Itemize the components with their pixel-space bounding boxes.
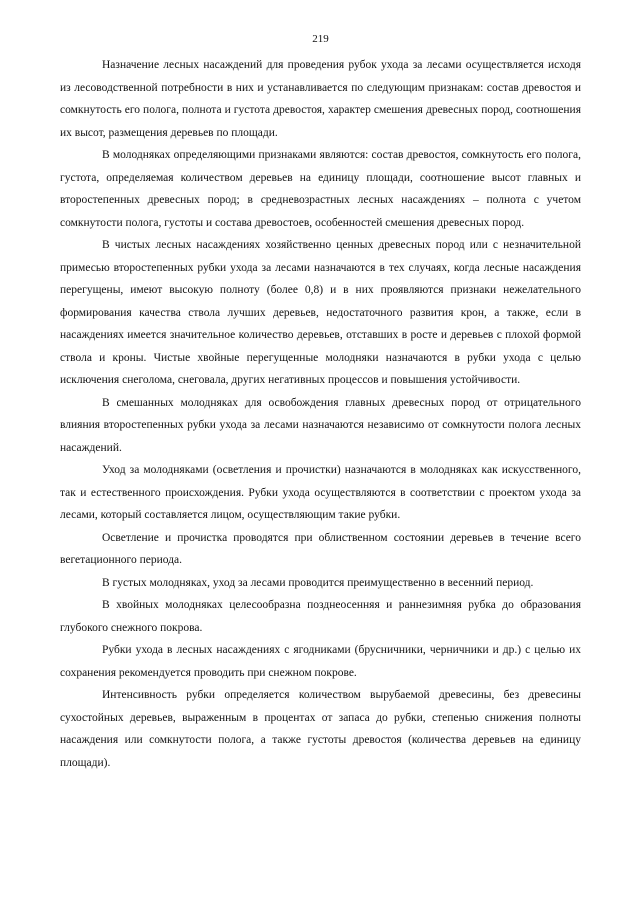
paragraph-mixed-young-stands: В смешанных молодняках для освобождения главных древесных пород от отрицательного влияния второстепенных рубки ухода за лесами назначаются независимо от сомкнутости полога лесных насаждений. (60, 396, 581, 454)
body-text (60, 54, 581, 774)
paragraph-dense-young-stands: В густых молодняках, уход за лесами проводится преимущественно в весенний период. (102, 576, 534, 589)
paragraph-clearing-timing: Осветление и прочистка проводятся при облиственном состоянии деревьев в течение всего вегетационного периода. (60, 531, 581, 566)
paragraph-pure-stands: В чистых лесных насаждениях хозяйственно ценных древесных пород или с незначительной примесью второстепенных рубки ухода за лесами назначаются в тех случаях, когда лесные насаждения перегущены, имеют высокую полноту (более 0,8) и в них проявляются признаки нежелательного формирования качества ствола лучших деревьев, недостаточного развития крон, а также, если в насаждениях имеется значительное количество деревьев, отставших в росте и деревьев с плохой формой ствола и кроны. Чистые хвойные перегущенные молодняки назначаются в рубки ухода с целью исключения снеголома, снеговала, других негативных процессов и повышения устойчивости. (60, 239, 581, 386)
paragraph-berry-stands: Рубки ухода в лесных насаждениях с ягодниками (брусничники, черничники и др.) с целью их сохранения рекомендуется проводить при снежном покрове. (60, 644, 581, 679)
paragraph-purpose-of-assignment: Назначение лесных насаждений для проведения рубок ухода за лесами осуществляется исходя из лесоводственной потребности в них и устанавливается по следующим признакам: состав древостоя и сомкнутость его полога, полнота и густота древостоя, характер смешения древесных пород, соотношения их высот, размещения деревьев по площади. (60, 59, 581, 139)
paragraph-young-stand-care: Уход за молодняками (осветления и прочистки) назначаются в молодняках как искусственного, так и естественного происхождения. Рубки ухода осуществляются в соответствии с проектом ухода за лесами, который составляется лицом, осуществляющим такие рубки. (60, 464, 581, 521)
paragraph-cutting-intensity: Интенсивность рубки определяется количеством вырубаемой древесины, без древесины сухостойных деревьев, выраженным в процентах от запаса до рубки, степенью снижения полноты насаждения или сомкнутости полога, а также густоты древостоя (количества деревьев на единицу площади). (60, 689, 581, 769)
paragraph-young-stands-criteria: В молодняках определяющими признаками являются: состав древостоя, сомкнутость его полога, густота, определяемая количеством деревьев на единицу площади, соотношение высот главных и второстепенных древесных пород; в средневозрастных лесных насаждениях – полнота с учетом сомкнутости полога, густоты и состава древостоев, особенностей смешения древесных пород. (60, 149, 581, 229)
paragraph-coniferous-young-stands: В хвойных молодняках целесообразна позднеосенняя и раннезимняя рубка до образования глубокого снежного покрова. (60, 599, 581, 634)
document-page (60, 0, 581, 905)
page-number: 219 (312, 33, 329, 45)
